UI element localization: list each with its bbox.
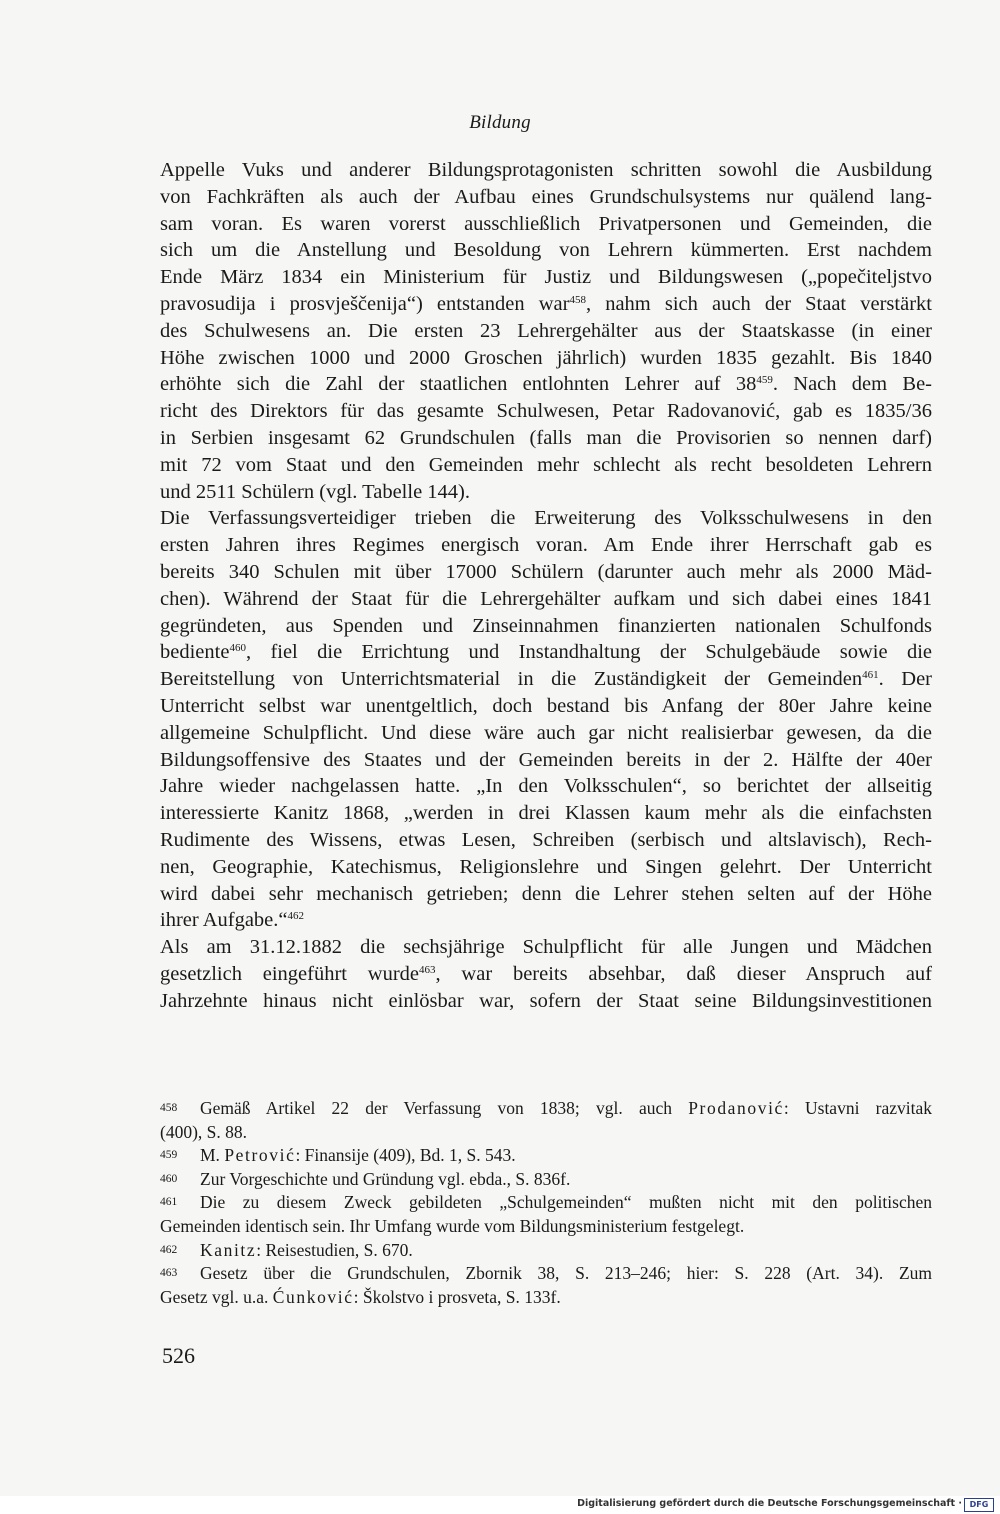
cited-author: Prodanović bbox=[688, 1098, 784, 1118]
body-line: pravosudija i prosvješčenija“) entstanden war$^{458}$, nahm sich auch der Staat verstärkt bbox=[160, 292, 932, 315]
digitization-credit: Digitalisierung gefördert durch die Deutsche Forschungsgemeinschaft · bbox=[577, 1498, 962, 1509]
body-line: Bildungsoffensive des Staates und der Gemeinden bereits in der 2. Hälfte der 40er bbox=[160, 748, 932, 771]
footnote-line: 461 Die zu diesem Zweck gebildeten „Schulgemeinden“ mußten nicht mit den politischen bbox=[160, 1191, 932, 1215]
body-line: ihrer Aufgabe.“$^{462}$ bbox=[160, 909, 304, 932]
cited-author: Ćunković bbox=[272, 1286, 354, 1307]
footnote-ref: 458 bbox=[569, 293, 586, 306]
body-line: bereits 340 Schulen mit über 17000 Schülern (darunter auch mehr als 2000 Mäd- bbox=[160, 560, 932, 583]
cited-author: Kanitz bbox=[200, 1239, 257, 1260]
body-text bbox=[160, 157, 932, 1015]
body-line: wird dabei sehr mechanisch getrieben; denn die Lehrer stehen selten auf der Höhe bbox=[160, 882, 932, 905]
body-line: nen, Geographie, Katechismus, Religionslehre und Singen gelehrt. Der Unterricht bbox=[160, 855, 932, 878]
page-number: 526 bbox=[162, 1343, 195, 1368]
body-line: Jahrzehnte hinaus nicht einlösbar war, sofern der Staat seine Bildungsinvestitionen bbox=[160, 989, 932, 1012]
footnote-ref: 459 bbox=[756, 374, 773, 387]
footnote-ref: 461 bbox=[862, 669, 879, 682]
body-line: des Schulwesens an. Die ersten 23 Lehrergehälter aus der Staatskasse (in einer bbox=[160, 319, 932, 342]
body-line: erhöhte sich die Zahl der staatlichen entlohnten Lehrer auf $38^{459}$. Nach dem Be- bbox=[160, 373, 932, 396]
body-line: ersten Jahren ihres Regimes energisch voran. Am Ende ihrer Herrschaft gab es bbox=[160, 534, 932, 557]
footnote-line: Gemeinden identisch sein. Ihr Umfang wurde vom Bildungsministerium festgelegt. bbox=[160, 1215, 745, 1236]
body-line: Jahre wieder nachgelassen hatte. „In den Volksschulen“, so berichtet der allseitig bbox=[160, 775, 932, 798]
footnote-number: 460 bbox=[160, 1172, 178, 1185]
body-line: mit 72 vom Staat und den Gemeinden mehr schlecht als recht besoldeten Lehrern bbox=[160, 453, 932, 476]
body-line: gegründeten, aus Spenden und Zinseinnahmen finanzierten nationalen Schulfonds bbox=[160, 614, 932, 637]
cited-author: Petrović bbox=[224, 1145, 296, 1166]
footnote-ref: 463 bbox=[419, 963, 436, 976]
running-head: Bildung bbox=[469, 112, 531, 133]
footnote-number: 463 bbox=[160, 1267, 178, 1280]
body-line: bediente$^{460}$, fiel die Errichtung und Instandhaltung der Schulgebäude sowie die bbox=[160, 641, 932, 664]
footnote-line: 463 Gesetz über die Grundschulen, Zbornik 38, S. 213–246; hier: S. 228 (Art. 34). Zum bbox=[160, 1262, 932, 1286]
body-line: interessierte Kanitz 1868, „werden in drei Klassen kaum mehr als die einfachsten bbox=[160, 802, 932, 825]
body-line: allgemeine Schulpflicht. Und diese wäre auch gar nicht realisierbar gewesen, da die bbox=[160, 721, 932, 744]
footnote-number: 459 bbox=[160, 1149, 178, 1162]
body-line: Unterricht selbst war unentgeltlich, doch bestand bis Anfang der 80er Jahre keine bbox=[160, 694, 932, 717]
footnote-line: 462 Kanitz: Reisestudien, S. 670. bbox=[160, 1239, 932, 1263]
body-line: in Serbien insgesamt 62 Grundschulen (falls man die Provisorien so nennen darf) bbox=[160, 426, 932, 449]
body-line: Als am 31.12.1882 die sechsjährige Schulpflicht für alle Jungen und Mädchen bbox=[160, 936, 932, 959]
footnotes bbox=[160, 1097, 932, 1309]
footnote-line: 460 Zur Vorgeschichte und Gründung vgl. ebda., S. 836f. bbox=[160, 1168, 932, 1192]
footnote-line: 458 Gemäß Artikel 22 der Verfassung von 1838; vgl. auch Prodanović: Ustavni razvitak bbox=[160, 1097, 932, 1121]
dfg-logo: DFG bbox=[964, 1498, 994, 1512]
body-line: chen). Während der Staat für die Lehrergehälter aufkam und sich dabei eines 1841 bbox=[160, 587, 932, 610]
body-line: Ende März 1834 ein Ministerium für Justiz und Bildungswesen („popečiteljstvo bbox=[160, 266, 932, 289]
body-line: Bereitstellung von Unterrichtsmaterial in die Zuständigkeit der Gemeinden$^{461}$. Der bbox=[160, 668, 932, 691]
body-line: Appelle Vuks und anderer Bildungsprotagonisten schritten sowohl die Ausbildung bbox=[160, 159, 932, 181]
body-line: sam voran. Es waren vorerst ausschließlich Privatpersonen und Gemeinden, die bbox=[160, 212, 932, 235]
body-line: gesetzlich eingeführt wurde$^{463}$, war bereits absehbar, daß dieser Anspruch auf bbox=[160, 962, 932, 985]
body-line: und 2511 Schülern (vgl. Tabelle 144). bbox=[160, 480, 470, 503]
body-line: Rudimente des Wissens, etwas Lesen, Schreiben (serbisch und altslavisch), Rech- bbox=[160, 828, 932, 851]
body-line: Die Verfassungsverteidiger trieben die Erweiterung des Volksschulwesens in den bbox=[160, 507, 932, 530]
body-line: sich um die Anstellung und Besoldung von Lehrern kümmerten. Erst nachdem bbox=[160, 239, 932, 262]
footnote-line: Gesetz vgl. u.a. Ćunković: Školstvo i prosveta, S. 133f. bbox=[160, 1286, 561, 1307]
footnote-number: 461 bbox=[160, 1196, 178, 1209]
body-line: Höhe zwischen 1000 und 2000 Groschen jährlich) wurden 1835 gezahlt. Bis 1840 bbox=[160, 346, 932, 369]
footnote-number: 458 bbox=[160, 1102, 178, 1114]
body-line: von Fachkräften als auch der Aufbau eines Grundschulsystems nur quälend lang- bbox=[160, 185, 932, 208]
footnote-line: (400), S. 88. bbox=[160, 1121, 248, 1142]
footnote-number: 462 bbox=[160, 1243, 178, 1256]
body-line: richt des Direktors für das gesamte Schulwesen, Petar Radovanović, gab es 1835/36 bbox=[160, 400, 932, 423]
footnote-ref: 460 bbox=[229, 642, 246, 655]
footnote-ref: 462 bbox=[287, 910, 304, 923]
footnote-line: 459 M. Petrović: Finansije (409), Bd. 1, S. 543. bbox=[160, 1144, 932, 1168]
